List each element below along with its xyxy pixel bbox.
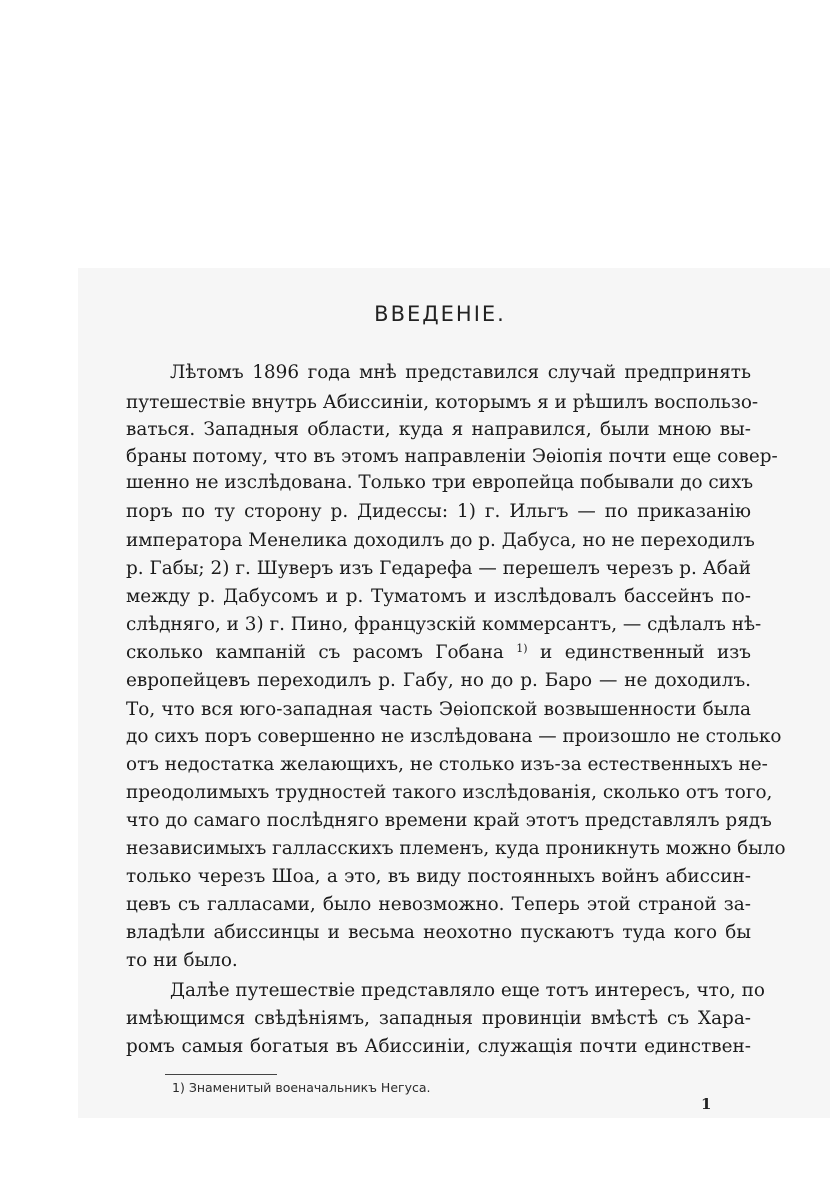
- text-line: между р. Дабусомъ и р. Туматомъ и изслѣдовалъ бассейнъ по-: [126, 586, 751, 607]
- text-line: преодолимыхъ трудностей такого изслѣдованія, сколько отъ того,: [126, 782, 773, 803]
- text-line: отъ недостатка желающихъ, не столько изъ-за естественныхъ не-: [126, 754, 768, 775]
- text-line: браны потому, что въ этомъ направленіи Эѳіопія почти еще совер-: [126, 446, 778, 467]
- text-line: поръ по ту сторону р. Дидессы: 1) г. Ильгъ — по приказанію: [126, 501, 751, 522]
- text-line: владѣли абиссинцы и весьма неохотно пускаютъ туда кого бы: [126, 922, 751, 943]
- text-line: То, что вся юго-западная часть Эѳіопской возвышенности была: [126, 699, 751, 720]
- text-line: слѣдняго, и 3) г. Пино, французскій коммерсантъ, — сдѣлалъ нѣ-: [126, 614, 762, 635]
- text-line: европейцевъ переходилъ р. Габу, но до р. Баро — не доходилъ.: [126, 670, 751, 691]
- text-line: до сихъ поръ совершенно не изслѣдована — произошло не столько: [126, 726, 782, 747]
- text-line: Лѣтомъ 1896 года мнѣ представился случай предпринять: [170, 362, 751, 383]
- page-number: 1: [701, 1095, 712, 1113]
- footnote-reference: 1): [516, 642, 528, 655]
- text-segment: и единственный изъ: [540, 642, 751, 663]
- footnote-text: Знаменитый военачальникъ Негуса.: [188, 1080, 431, 1095]
- text-line: имѣющимся свѣдѣніямъ, западныя провинціи вмѣстѣ съ Хара-: [126, 1008, 751, 1029]
- footnote: [172, 1080, 431, 1095]
- text-line-with-footnote-ref: [126, 640, 751, 666]
- text-line: цевъ съ галласами, было невозможно. Теперь этой страной за-: [126, 894, 751, 915]
- text-line: ваться. Западныя области, куда я направился, были мною вы-: [126, 419, 751, 440]
- footnote-divider: [165, 1074, 277, 1075]
- text-line: ромъ самыя богатыя въ Абиссиніи, служащія почти единствен-: [126, 1036, 751, 1057]
- chapter-heading: ВВЕДЕНІЕ.: [374, 302, 506, 326]
- text-line: шенно не изслѣдована. Только три европейца побывали до сихъ: [126, 472, 754, 493]
- text-line: то ни было.: [126, 950, 238, 971]
- footnote-mark: 1): [172, 1080, 185, 1095]
- text-line: императора Менелика доходилъ до р. Дабуса, но не переходилъ: [126, 530, 755, 551]
- text-line: р. Габы; 2) г. Шуверъ изъ Гедарефа — перешелъ черезъ р. Абай: [126, 558, 751, 579]
- text-segment: сколько кампаній съ расомъ Гобана: [126, 642, 504, 663]
- text-line: путешествіе внутрь Абиссиніи, которымъ я и рѣшилъ воспользо-: [126, 392, 759, 413]
- text-line: независимыхъ галласскихъ племенъ, куда проникнуть можно было: [126, 838, 786, 859]
- text-line: Далѣе путешествіе представляло еще тотъ интересъ, что, по: [170, 980, 765, 1001]
- text-line: только черезъ Шоа, а это, въ виду постоянныхъ войнъ абиссин-: [126, 866, 751, 887]
- text-line: что до самаго послѣдняго времени край этотъ представлялъ рядъ: [126, 810, 772, 831]
